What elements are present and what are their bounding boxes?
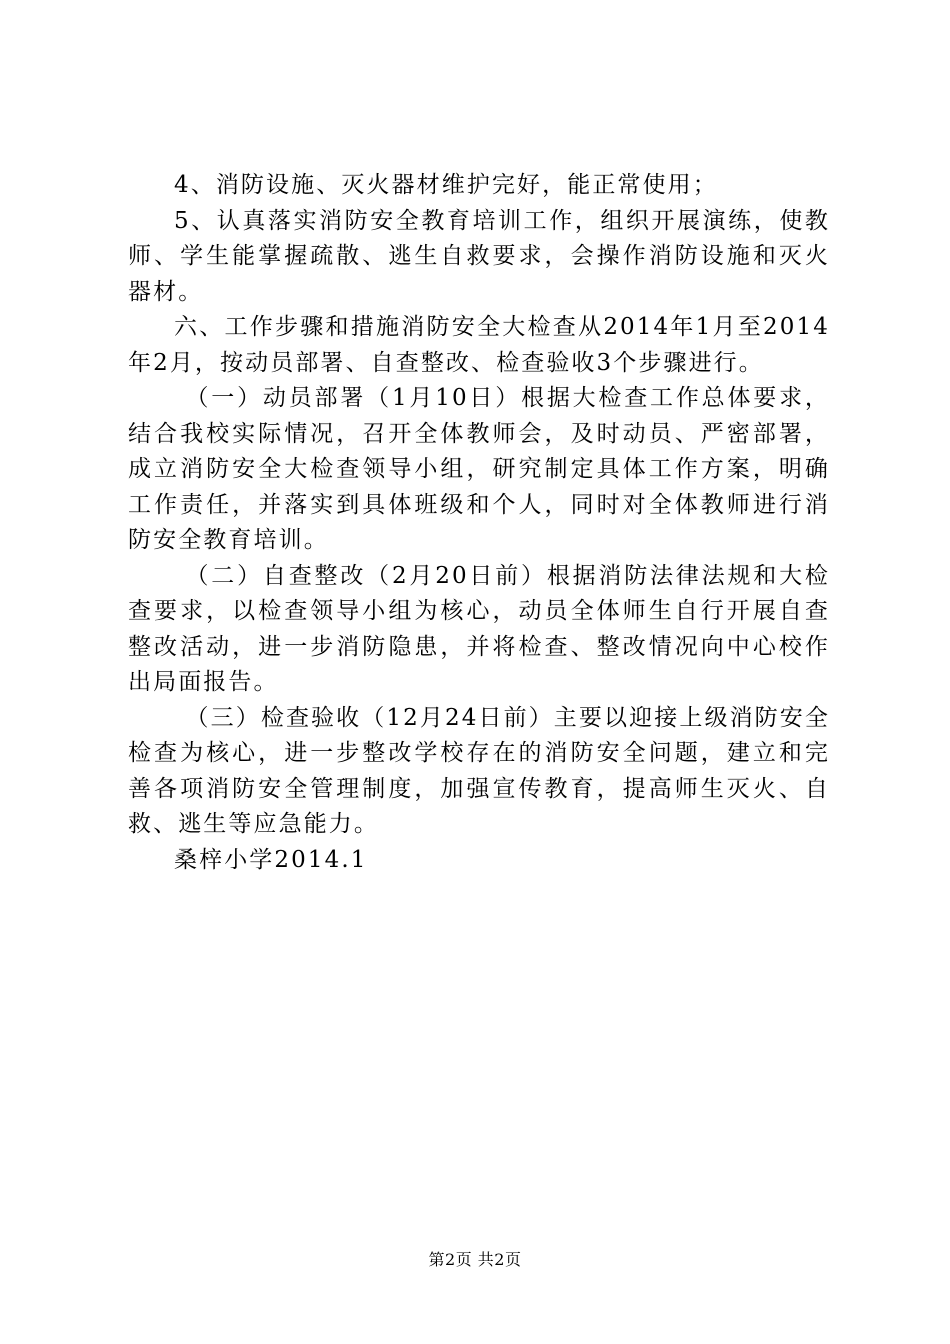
- paragraph-step-3: （三）检查验收（12月24日前）主要以迎接上级消防安全检查为核心，进一步整改学校存在的消防安全问题，建立和完善各项消防安全管理制度，加强宣传教育，提高师生灭火、自救、逃生等应急能力。: [128, 704, 830, 837]
- page-number-label: 第2页 共2页: [428, 1250, 522, 1269]
- paragraph-item-5: 5、认真落实消防安全教育培训工作，组织开展演练，使教师、学生能掌握疏散、逃生自救要求，会操作消防设施和灭火器材。: [128, 207, 830, 305]
- document-body: [128, 168, 830, 878]
- paragraph-item-4: 4、消防设施、灭火器材维护完好，能正常使用；: [174, 172, 718, 198]
- page-footer: [0, 1247, 950, 1270]
- paragraph-step-2: （二）自查整改（2月20日前）根据消防法律法规和大检查要求，以检查领导小组为核心，动员全体师生自行开展自查整改活动，进一步消防隐患，并将检查、整改情况向中心校作出局面报告。: [128, 562, 830, 695]
- paragraph-step-1: （一）动员部署（1月10日）根据大检查工作总体要求，结合我校实际情况，召开全体教师会，及时动员、严密部署，成立消防安全大检查领导小组，研究制定具体工作方案，明确工作责任，并落实到具体班级和个人，同时对全体教师进行消防安全教育培训。: [128, 385, 830, 553]
- signature-line: 桑梓小学2014.1: [174, 846, 368, 873]
- paragraph-section-6: 六、工作步骤和措施消防安全大检查从2014年1月至2014年2月，按动员部署、自查整改、检查验收3个步骤进行。: [128, 314, 830, 376]
